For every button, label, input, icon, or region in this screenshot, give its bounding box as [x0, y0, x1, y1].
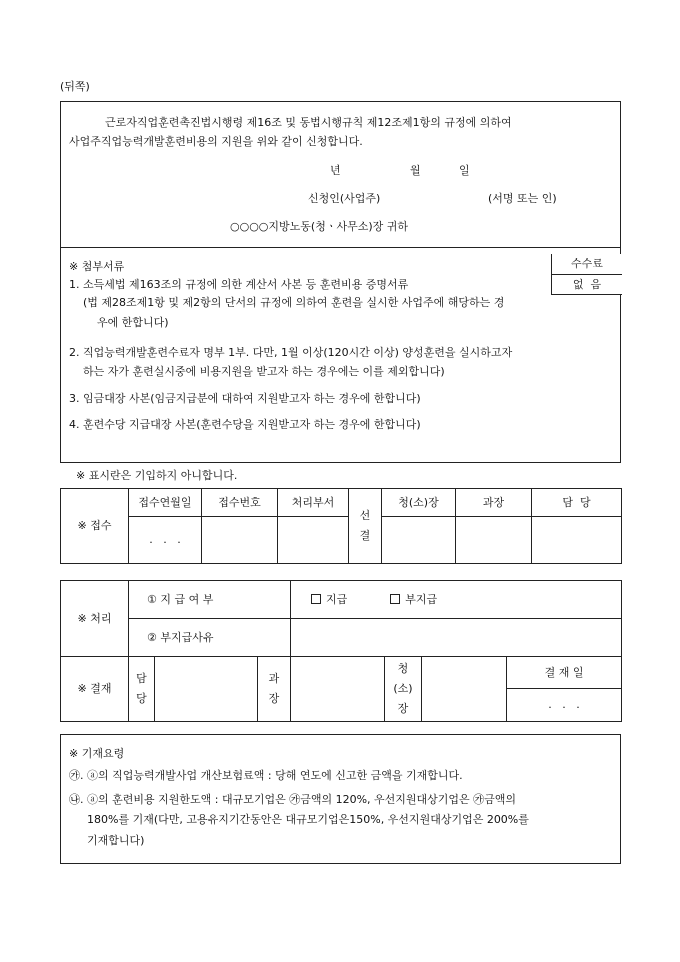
approval-chief-char-2: (소): [393, 682, 413, 695]
approval-manager-char-1: 과: [268, 672, 280, 685]
attachments-title: ※ 첨부서류: [69, 260, 125, 273]
approval-chief-sign-cell: [422, 657, 507, 722]
fee-value: 없 음: [572, 278, 602, 291]
attachments-box: [60, 247, 621, 463]
attachment-item-3: 3. 임금대장 사본(임금지급분에 대하여 지원받고자 하는 경우에 한합니다): [69, 392, 421, 405]
approval-chief-char-3: 장: [397, 702, 409, 715]
receipt-chief-cell: [382, 517, 456, 564]
payment-options: [291, 581, 622, 619]
receipt-dept-header: 처리부서: [278, 489, 349, 517]
addressee-label: ○○○○지방노동(청ㆍ사무소)장 귀하: [230, 220, 408, 233]
instruction-item-2-line-1: ㉯. ⓐ의 훈련비용 지원한도액 : 대규모기업은 ㉮금액의 120%, 우선지원대상기업은 ㉮금액의: [69, 793, 517, 806]
attachment-item-1-line-1: 1. 소득세법 제163조의 규정에 의한 계산서 사본 등 훈련비용 증명서류: [69, 278, 409, 291]
processing-table: [60, 580, 622, 722]
approval-label: ※ 결재: [61, 657, 129, 722]
receipt-table: [60, 488, 622, 564]
instruction-item-2-line-2: 180%를 기재(다만, 고용유지기간동안은 대규모기업은150%, 우선지원대상기업은 200%를: [87, 813, 529, 826]
pre-approval-text: 선 결: [359, 509, 371, 542]
receipt-staff-header: 담 당: [532, 489, 622, 517]
application-statement-box: [60, 101, 621, 248]
attachment-item-1-line-2: (법 제28조제1항 및 제2항의 단서의 규정에 의하여 훈련을 실시한 사업주에 해당하는 경: [83, 296, 505, 309]
receipt-manager-cell: [456, 517, 532, 564]
approval-manager-sign-cell: [291, 657, 385, 722]
approval-staff-char-1: 담: [136, 672, 147, 685]
receipt-number-header: 접수번호: [202, 489, 278, 517]
receipt-manager-header: 과장: [456, 489, 532, 517]
date-day-label: 일: [459, 164, 470, 177]
payment-status-label: ① 지 급 여 부: [129, 581, 291, 619]
receipt-date-cell: . . .: [129, 517, 202, 564]
receipt-date-header: 접수연월일: [129, 489, 202, 517]
instructions-title: ※ 기재요령: [69, 747, 125, 760]
approval-chief-label: [385, 657, 422, 722]
nonpayment-reason-cell: [291, 619, 622, 657]
date-month-label: 월: [410, 164, 421, 177]
approval-staff-sign-cell: [155, 657, 258, 722]
attachment-item-1-line-3: 우에 한합니다): [97, 316, 169, 329]
attachment-item-4: 4. 훈련수당 지급대장 사본(훈련수당을 지원받고자 하는 경우에 한합니다): [69, 418, 421, 431]
pay-option-label: 지급: [326, 592, 348, 606]
nopay-option-label: 부지급: [405, 592, 438, 606]
instructions-box: [60, 734, 621, 864]
page-side-label: (뒤쪽): [60, 80, 90, 93]
fee-label: 수수료: [552, 254, 622, 275]
statement-line-1: 근로자직업훈련촉진법시행령 제16조 및 동법시행규칙 제12조제1항의 규정에 의하여: [105, 116, 512, 129]
nonpayment-reason-label: ② 부지급사유: [129, 619, 291, 657]
instruction-item-2-line-3: 기재합니다): [87, 834, 145, 847]
statement-line-2: 사업주직업능력개발훈련비용의 지원을 위와 같이 신청합니다.: [69, 135, 363, 148]
receipt-dept-cell: [278, 517, 349, 564]
receipt-label: ※ 접수: [61, 489, 129, 564]
pre-approval-label: [349, 489, 382, 564]
approval-date-cell: . . .: [507, 689, 622, 722]
processing-label: ※ 처리: [61, 581, 129, 657]
approval-manager-label: [258, 657, 291, 722]
approval-date-label: 결 재 일: [507, 657, 622, 689]
approval-staff-label: [129, 657, 155, 722]
instruction-item-1: ㉮. ⓐ의 직업능력개발사업 개산보험료액 : 당해 연도에 신고한 금액을 기재합니다.: [69, 769, 463, 782]
office-use-note: ※ 표시란은 기입하지 아니합니다.: [76, 469, 238, 482]
applicant-label: 신청인(사업주): [308, 192, 381, 205]
approval-staff-char-2: 당: [136, 692, 147, 705]
pay-checkbox[interactable]: [311, 594, 321, 604]
receipt-number-cell: [202, 517, 278, 564]
signature-label: (서명 또는 인): [488, 192, 557, 205]
date-year-label: 년: [330, 164, 341, 177]
fee-box: [551, 254, 622, 295]
nopay-checkbox[interactable]: [390, 594, 400, 604]
receipt-staff-cell: [532, 517, 622, 564]
approval-manager-char-2: 장: [268, 692, 280, 705]
attachment-item-2-line-1: 2. 직업능력개발훈련수료자 명부 1부. 다만, 1월 이상(120시간 이상) 양성훈련을 실시하고자: [69, 346, 513, 359]
approval-chief-char-1: 청: [397, 662, 409, 675]
receipt-chief-header: 청(소)장: [382, 489, 456, 517]
attachment-item-2-line-2: 하는 자가 훈련실시중에 비용지원을 받고자 하는 경우에는 이를 제외합니다): [83, 365, 445, 378]
